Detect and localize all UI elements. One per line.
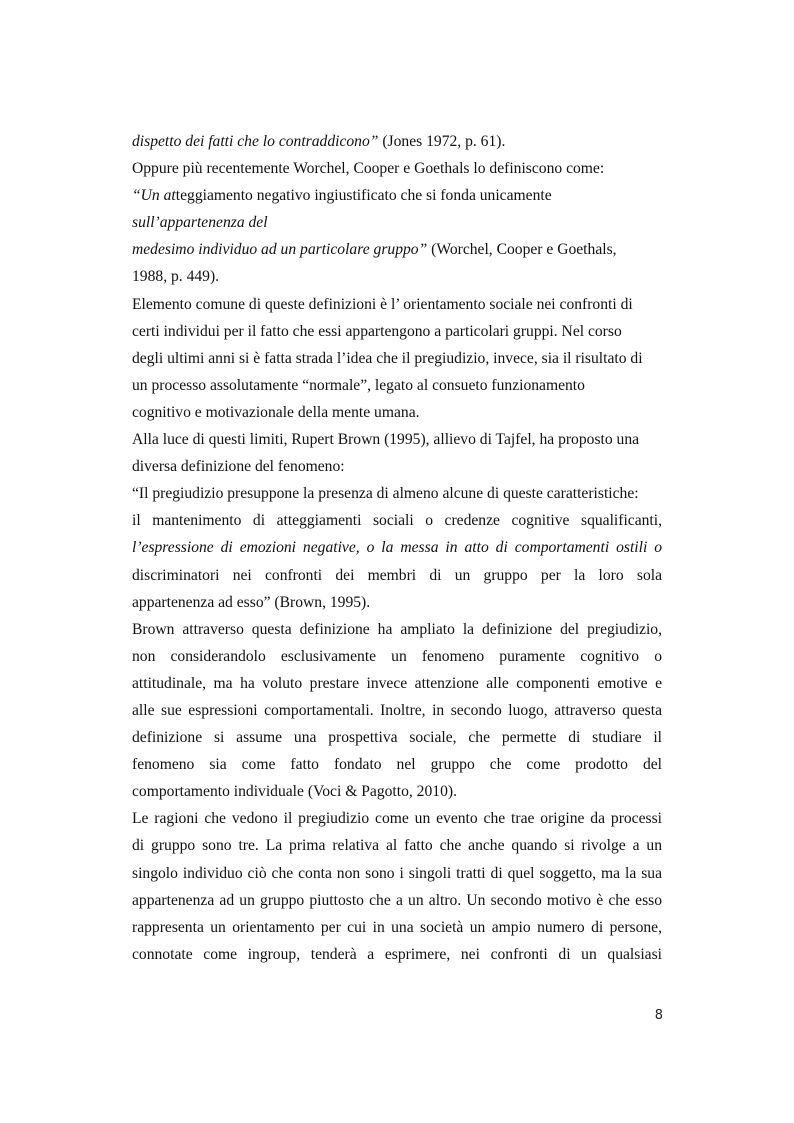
text-line [132, 914, 662, 941]
text-line [132, 209, 662, 236]
text-run: alle sue espressioni comportamentali. Inoltre, in secondo luogo, attraverso questa [132, 701, 662, 719]
text-run: appartenenza ad esso” (Brown, 1995). [132, 593, 371, 611]
text-line [132, 941, 662, 968]
text-run: un processo assolutamente “normale”, legato al consueto funzionamento [132, 376, 585, 394]
text-run: 1988, p. 449). [132, 268, 220, 286]
text-line [132, 562, 662, 589]
text-line [132, 751, 662, 778]
body-text [132, 128, 662, 968]
text-line [132, 318, 662, 345]
text-run: attitudinale, ma ha voluto prestare invece attenzione alle componenti emotive e [132, 674, 662, 692]
text-line [132, 236, 662, 263]
text-run: comportamento individuale (Voci & Pagotto, 2010). [132, 783, 457, 801]
text-line [132, 399, 662, 426]
text-run: non considerandolo esclusivamente un fenomeno puramente cognitivo o [132, 647, 662, 665]
text-line [132, 724, 662, 751]
text-line [132, 345, 662, 372]
text-line [132, 480, 662, 507]
text-line [132, 860, 662, 887]
text-line [132, 805, 662, 832]
text-run: singolo individuo ciò che conta non sono i singoli tratti di quel soggetto, ma la sua [132, 864, 662, 882]
text-run: Alla luce di questi limiti, Rupert Brown (1995), allievo di Tajfel, ha proposto una [132, 431, 640, 449]
text-run: Oppure più recentemente Worchel, Cooper e Goethals lo definiscono come: [132, 160, 605, 178]
italic-text: sull’appartenenza del [132, 214, 268, 232]
text-run: Elemento comune di queste definizioni è l’ orientamento sociale nei confronti di [132, 295, 633, 313]
text-line [132, 453, 662, 480]
text-run: il mantenimento di atteggiamenti sociali o credenze cognitive squalificanti, [132, 512, 662, 530]
text-line [132, 128, 662, 155]
text-line [132, 670, 662, 697]
text-line [132, 616, 662, 643]
text-run: (Worchel, Cooper e Goethals, [427, 241, 617, 259]
text-run: fenomeno sia come fatto fondato nel gruppo che come prodotto del [132, 756, 662, 774]
text-run: Brown attraverso questa definizione ha ampliato la definizione del pregiudizio, [132, 620, 662, 638]
text-line [132, 534, 662, 561]
text-run: degli ultimi anni si è fatta strada l’idea che il pregiudizio, invece, sia il risultato di [132, 349, 643, 367]
text-run: definizione si assume una prospettiva sociale, che permette di studiare il [132, 729, 662, 747]
text-line [132, 589, 662, 616]
text-line [132, 832, 662, 859]
text-run: (Jones 1972, p. 61). [378, 133, 506, 150]
text-run: diversa definizione del fenomeno: [132, 458, 345, 476]
text-run: teggiamento negativo ingiustificato che si fonda unicamente [175, 187, 552, 205]
text-line [132, 263, 662, 290]
text-line [132, 372, 662, 399]
text-line [132, 182, 662, 209]
text-run: Le ragioni che vedono il pregiudizio come un evento che trae origine da processi [132, 810, 662, 828]
text-line [132, 643, 662, 670]
italic-text: medesimo individuo ad un particolare gruppo” [132, 241, 428, 259]
italic-text: l’espressione di emozioni negative, o la messa in atto di comportamenti ostili o [132, 539, 662, 557]
page-number: 8 [654, 1008, 663, 1023]
text-run: “Il pregiudizio presuppone la presenza di almeno alcune di queste caratteristiche: [132, 485, 639, 503]
text-run: certi individui per il fatto che essi appartengono a particolari gruppi. Nel corso [132, 322, 622, 340]
text-line [132, 155, 662, 182]
text-run: cognitivo e motivazionale della mente umana. [132, 403, 420, 421]
text-line [132, 778, 662, 805]
text-run: discriminatori nei confronti dei membri di un gruppo per la loro sola [132, 566, 662, 584]
italic-text: dispetto dei fatti che lo contraddicono” [132, 133, 379, 150]
text-line [132, 697, 662, 724]
text-line [132, 426, 662, 453]
text-line [132, 887, 662, 914]
text-run: appartenenza ad un gruppo piuttosto che a un altro. Un secondo motivo è che esso [132, 891, 662, 909]
text-run: rappresenta un orientamento per cui in una società un ampio numero di persone, [132, 918, 662, 936]
text-run: connotate come ingroup, tenderà a esprimere, nei confronti di un qualsiasi [132, 945, 662, 963]
italic-text: “Un at [132, 187, 176, 205]
text-run: di gruppo sono tre. La prima relativa al fatto che anche quando si rivolge a un [132, 837, 662, 855]
text-line [132, 291, 662, 318]
text-line [132, 507, 662, 534]
